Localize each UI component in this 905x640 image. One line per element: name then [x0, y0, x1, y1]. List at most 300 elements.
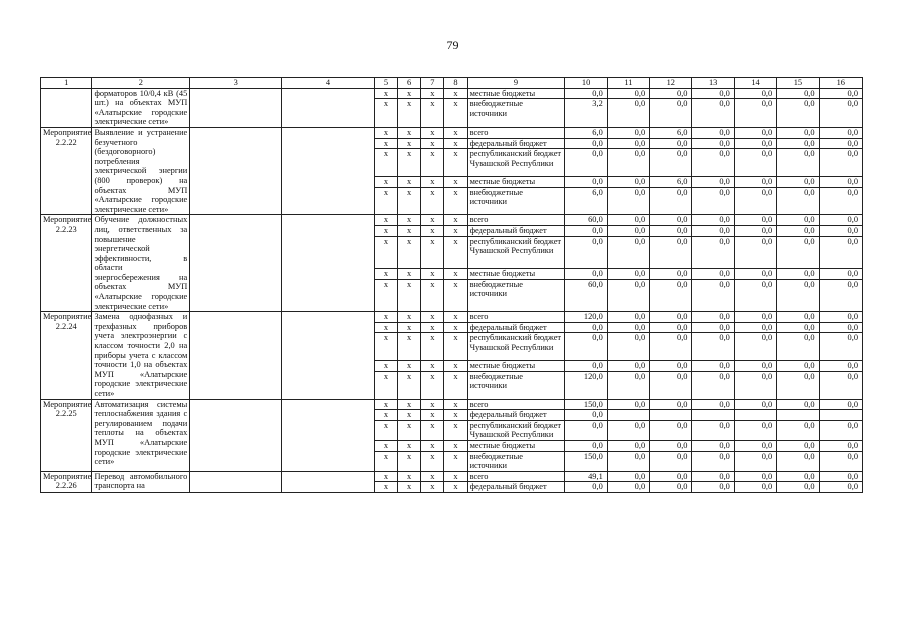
- amount-cell: 0,0: [650, 88, 692, 99]
- x-mark: x: [374, 333, 397, 361]
- funding-source: местные бюджеты: [467, 440, 565, 451]
- amount-cell: 0,0: [819, 269, 862, 280]
- amount-cell: 0,0: [777, 225, 819, 236]
- x-mark: x: [444, 279, 467, 312]
- header-cell: 9: [467, 78, 565, 89]
- amount-cell: 0,0: [607, 127, 649, 138]
- measure-code: Мероприятие 2.2.24: [41, 312, 92, 399]
- amount-cell: 0,0: [650, 399, 692, 410]
- x-mark: x: [398, 451, 421, 471]
- amount-cell: 0,0: [607, 451, 649, 471]
- header-cell: 8: [444, 78, 467, 89]
- x-mark: x: [374, 215, 397, 226]
- amount-cell: 0,0: [565, 236, 607, 269]
- x-mark: x: [374, 440, 397, 451]
- amount-cell: 120,0: [565, 371, 607, 399]
- x-mark: x: [421, 236, 444, 269]
- amount-cell: 0,0: [819, 482, 862, 493]
- x-mark: x: [398, 225, 421, 236]
- amount-cell: [819, 410, 862, 421]
- funding-source: федеральный бюджет: [467, 410, 565, 421]
- header-cell: 2: [92, 78, 190, 89]
- amount-cell: 0,0: [734, 88, 776, 99]
- table-row: [41, 399, 863, 410]
- funding-source: местные бюджеты: [467, 88, 565, 99]
- amount-cell: 0,0: [607, 361, 649, 372]
- amount-cell: 0,0: [734, 176, 776, 187]
- amount-cell: 0,0: [777, 236, 819, 269]
- amount-cell: 0,0: [734, 420, 776, 440]
- funding-source: всего: [467, 471, 565, 482]
- amount-cell: 0,0: [819, 371, 862, 399]
- funding-source: республиканский бюджет Чувашской Республики: [467, 236, 565, 269]
- x-mark: x: [421, 361, 444, 372]
- amount-cell: 0,0: [607, 225, 649, 236]
- amount-cell: 0,0: [692, 420, 734, 440]
- funding-source: внебюджетные источники: [467, 451, 565, 471]
- amount-cell: 0,0: [692, 333, 734, 361]
- empty-cell: [190, 215, 282, 312]
- header-cell: 12: [650, 78, 692, 89]
- x-mark: x: [421, 176, 444, 187]
- x-mark: x: [444, 149, 467, 177]
- x-mark: x: [444, 176, 467, 187]
- amount-cell: 0,0: [777, 333, 819, 361]
- funding-source: местные бюджеты: [467, 269, 565, 280]
- x-mark: x: [444, 440, 467, 451]
- amount-cell: 0,0: [607, 420, 649, 440]
- amount-cell: 0,0: [650, 236, 692, 269]
- amount-cell: 0,0: [650, 279, 692, 312]
- amount-cell: 0,0: [650, 149, 692, 177]
- amount-cell: 0,0: [777, 88, 819, 99]
- x-mark: x: [421, 471, 444, 482]
- amount-cell: 0,0: [819, 236, 862, 269]
- x-mark: x: [398, 99, 421, 128]
- amount-cell: 0,0: [607, 149, 649, 177]
- amount-cell: 0,0: [692, 236, 734, 269]
- x-mark: x: [421, 482, 444, 493]
- amount-cell: 0,0: [734, 361, 776, 372]
- amount-cell: 0,0: [565, 361, 607, 372]
- empty-cell: [282, 471, 375, 492]
- x-mark: x: [444, 138, 467, 149]
- amount-cell: 0,0: [692, 225, 734, 236]
- funding-source: всего: [467, 127, 565, 138]
- amount-cell: 0,0: [650, 440, 692, 451]
- amount-cell: 0,0: [734, 333, 776, 361]
- empty-cell: [190, 471, 282, 492]
- funding-source: внебюджетные источники: [467, 371, 565, 399]
- header-row: [41, 78, 863, 89]
- x-mark: x: [398, 333, 421, 361]
- amount-cell: 60,0: [565, 279, 607, 312]
- amount-cell: 0,0: [650, 482, 692, 493]
- x-mark: x: [398, 236, 421, 269]
- x-mark: x: [374, 410, 397, 421]
- amount-cell: 0,0: [819, 451, 862, 471]
- x-mark: x: [444, 88, 467, 99]
- empty-cell: [282, 127, 375, 214]
- amount-cell: 0,0: [692, 322, 734, 333]
- amount-cell: 0,0: [565, 138, 607, 149]
- amount-cell: 0,0: [607, 399, 649, 410]
- amount-cell: 0,0: [819, 88, 862, 99]
- amount-cell: 0,0: [650, 99, 692, 128]
- amount-cell: 0,0: [565, 420, 607, 440]
- header-cell: 13: [692, 78, 734, 89]
- x-mark: x: [444, 410, 467, 421]
- x-mark: x: [374, 482, 397, 493]
- amount-cell: 0,0: [819, 215, 862, 226]
- amount-cell: 0,0: [607, 269, 649, 280]
- x-mark: x: [398, 471, 421, 482]
- amount-cell: 0,0: [734, 138, 776, 149]
- amount-cell: [607, 410, 649, 421]
- amount-cell: 0,0: [777, 322, 819, 333]
- x-mark: x: [421, 149, 444, 177]
- x-mark: x: [421, 279, 444, 312]
- amount-cell: 0,0: [692, 279, 734, 312]
- x-mark: x: [374, 88, 397, 99]
- header-cell: 1: [41, 78, 92, 89]
- funding-source: федеральный бюджет: [467, 322, 565, 333]
- amount-cell: 0,0: [734, 187, 776, 215]
- amount-cell: 49,1: [565, 471, 607, 482]
- amount-cell: 0,0: [607, 176, 649, 187]
- x-mark: x: [444, 399, 467, 410]
- amount-cell: 0,0: [734, 312, 776, 323]
- header-cell: 7: [421, 78, 444, 89]
- amount-cell: 0,0: [734, 371, 776, 399]
- amount-cell: 0,0: [565, 176, 607, 187]
- amount-cell: 0,0: [734, 451, 776, 471]
- amount-cell: 0,0: [819, 127, 862, 138]
- amount-cell: 0,0: [692, 399, 734, 410]
- amount-cell: 0,0: [734, 236, 776, 269]
- amount-cell: 0,0: [692, 176, 734, 187]
- amount-cell: 0,0: [565, 482, 607, 493]
- x-mark: x: [374, 371, 397, 399]
- funding-source: внебюджетные источники: [467, 187, 565, 215]
- amount-cell: 0,0: [607, 440, 649, 451]
- amount-cell: 0,0: [650, 215, 692, 226]
- amount-cell: 0,0: [777, 269, 819, 280]
- measure-code: Мероприятие 2.2.23: [41, 215, 92, 312]
- amount-cell: 0,0: [565, 440, 607, 451]
- x-mark: x: [444, 215, 467, 226]
- amount-cell: 0,0: [734, 269, 776, 280]
- amount-cell: 0,0: [819, 138, 862, 149]
- x-mark: x: [398, 482, 421, 493]
- x-mark: x: [374, 187, 397, 215]
- header-cell: 14: [734, 78, 776, 89]
- x-mark: x: [374, 138, 397, 149]
- amount-cell: 0,0: [777, 482, 819, 493]
- x-mark: x: [374, 279, 397, 312]
- table-row: [41, 215, 863, 226]
- funding-source: федеральный бюджет: [467, 138, 565, 149]
- amount-cell: 0,0: [692, 361, 734, 372]
- amount-cell: 6,0: [565, 127, 607, 138]
- header-cell: 11: [607, 78, 649, 89]
- amount-cell: 0,0: [734, 482, 776, 493]
- measure-code: [41, 88, 92, 127]
- amount-cell: 0,0: [692, 269, 734, 280]
- x-mark: x: [421, 215, 444, 226]
- funding-source: республиканский бюджет Чувашской Республики: [467, 420, 565, 440]
- amount-cell: 0,0: [650, 225, 692, 236]
- x-mark: x: [444, 451, 467, 471]
- amount-cell: 0,0: [819, 471, 862, 482]
- x-mark: x: [421, 269, 444, 280]
- empty-cell: [190, 127, 282, 214]
- amount-cell: 0,0: [607, 88, 649, 99]
- amount-cell: 0,0: [734, 225, 776, 236]
- amount-cell: 0,0: [607, 312, 649, 323]
- x-mark: x: [398, 279, 421, 312]
- x-mark: x: [444, 482, 467, 493]
- amount-cell: 0,0: [650, 361, 692, 372]
- amount-cell: 0,0: [565, 322, 607, 333]
- amount-cell: 0,0: [777, 420, 819, 440]
- header-cell: 5: [374, 78, 397, 89]
- program-table: [40, 77, 863, 493]
- header-cell: 15: [777, 78, 819, 89]
- amount-cell: 0,0: [692, 451, 734, 471]
- table-row: [41, 312, 863, 323]
- measure-name: Замена однофазных и трехфазных приборов учета электроэнергии с классом точности 2,0 на приборы учета с классом точности 1,0 на объектах МУП «Алатырские городские электрические сети»: [92, 312, 190, 399]
- x-mark: x: [398, 138, 421, 149]
- x-mark: x: [444, 269, 467, 280]
- funding-source: всего: [467, 215, 565, 226]
- amount-cell: 0,0: [777, 440, 819, 451]
- measure-code: Мероприятие 2.2.22: [41, 127, 92, 214]
- x-mark: x: [398, 399, 421, 410]
- amount-cell: [650, 410, 692, 421]
- measure-code: Мероприятие 2.2.25: [41, 399, 92, 471]
- x-mark: x: [444, 236, 467, 269]
- amount-cell: 0,0: [777, 471, 819, 482]
- x-mark: x: [398, 410, 421, 421]
- x-mark: x: [398, 440, 421, 451]
- x-mark: x: [374, 312, 397, 323]
- amount-cell: 6,0: [565, 187, 607, 215]
- x-mark: x: [398, 127, 421, 138]
- x-mark: x: [444, 99, 467, 128]
- amount-cell: [777, 410, 819, 421]
- x-mark: x: [374, 420, 397, 440]
- table-row: [41, 127, 863, 138]
- x-mark: x: [444, 471, 467, 482]
- x-mark: x: [398, 88, 421, 99]
- amount-cell: 0,0: [692, 440, 734, 451]
- x-mark: x: [374, 225, 397, 236]
- x-mark: x: [374, 149, 397, 177]
- amount-cell: 0,0: [692, 138, 734, 149]
- x-mark: x: [444, 361, 467, 372]
- x-mark: x: [374, 99, 397, 128]
- funding-source: внебюджетные источники: [467, 279, 565, 312]
- x-mark: x: [374, 236, 397, 269]
- amount-cell: 0,0: [777, 176, 819, 187]
- amount-cell: 120,0: [565, 312, 607, 323]
- x-mark: x: [444, 333, 467, 361]
- header-cell: 10: [565, 78, 607, 89]
- amount-cell: 0,0: [607, 322, 649, 333]
- amount-cell: 0,0: [650, 333, 692, 361]
- x-mark: x: [421, 440, 444, 451]
- x-mark: x: [374, 451, 397, 471]
- empty-cell: [282, 215, 375, 312]
- x-mark: x: [421, 451, 444, 471]
- amount-cell: 0,0: [777, 399, 819, 410]
- amount-cell: 0,0: [819, 399, 862, 410]
- x-mark: x: [398, 322, 421, 333]
- table-row: [41, 88, 863, 99]
- x-mark: x: [444, 322, 467, 333]
- x-mark: x: [398, 312, 421, 323]
- funding-source: федеральный бюджет: [467, 482, 565, 493]
- measure-name: Обучение должностных лиц, ответственных за повышение энергетической эффективности, в области энергосбережения на объектах МУП «Алатырские городские электрические сети»: [92, 215, 190, 312]
- x-mark: x: [421, 127, 444, 138]
- amount-cell: 0,0: [819, 187, 862, 215]
- amount-cell: 0,0: [692, 187, 734, 215]
- amount-cell: 0,0: [607, 138, 649, 149]
- amount-cell: 0,0: [734, 149, 776, 177]
- amount-cell: 0,0: [734, 322, 776, 333]
- funding-source: местные бюджеты: [467, 361, 565, 372]
- amount-cell: 0,0: [777, 451, 819, 471]
- x-mark: x: [421, 99, 444, 128]
- amount-cell: 0,0: [734, 279, 776, 312]
- empty-cell: [190, 88, 282, 127]
- amount-cell: 0,0: [650, 420, 692, 440]
- amount-cell: 0,0: [819, 420, 862, 440]
- header-cell: 16: [819, 78, 862, 89]
- funding-source: местные бюджеты: [467, 176, 565, 187]
- header-cell: 3: [190, 78, 282, 89]
- amount-cell: 0,0: [819, 176, 862, 187]
- x-mark: x: [444, 127, 467, 138]
- funding-source: внебюджетные источники: [467, 99, 565, 128]
- x-mark: x: [421, 322, 444, 333]
- funding-source: республиканский бюджет Чувашской Республики: [467, 333, 565, 361]
- amount-cell: 0,0: [692, 471, 734, 482]
- amount-cell: 0,0: [819, 440, 862, 451]
- empty-cell: [282, 312, 375, 399]
- measure-code: Мероприятие 2.2.26: [41, 471, 92, 492]
- amount-cell: 0,0: [777, 187, 819, 215]
- amount-cell: 0,0: [734, 127, 776, 138]
- amount-cell: 0,0: [650, 312, 692, 323]
- amount-cell: 0,0: [607, 215, 649, 226]
- amount-cell: 0,0: [607, 279, 649, 312]
- amount-cell: 0,0: [607, 371, 649, 399]
- measure-name: Выявление и устранение безучетного (бездоговорного) потребления электрической энергии (800 проверок) на объектах МУП «Алатырские городские электрические сети»: [92, 127, 190, 214]
- amount-cell: 0,0: [607, 99, 649, 128]
- x-mark: x: [374, 176, 397, 187]
- measure-name: Перевод автомобильного транспорта на: [92, 471, 190, 492]
- amount-cell: 0,0: [692, 149, 734, 177]
- amount-cell: 0,0: [777, 371, 819, 399]
- x-mark: x: [444, 187, 467, 215]
- amount-cell: 3,2: [565, 99, 607, 128]
- amount-cell: 0,0: [650, 371, 692, 399]
- amount-cell: 0,0: [692, 127, 734, 138]
- amount-cell: 0,0: [692, 312, 734, 323]
- x-mark: x: [421, 410, 444, 421]
- x-mark: x: [421, 88, 444, 99]
- amount-cell: 0,0: [565, 333, 607, 361]
- amount-cell: 0,0: [777, 279, 819, 312]
- amount-cell: 0,0: [777, 149, 819, 177]
- empty-cell: [190, 312, 282, 399]
- amount-cell: 150,0: [565, 399, 607, 410]
- amount-cell: 0,0: [819, 149, 862, 177]
- table-row: [41, 471, 863, 482]
- x-mark: x: [374, 322, 397, 333]
- amount-cell: 0,0: [734, 99, 776, 128]
- x-mark: x: [398, 361, 421, 372]
- funding-source: всего: [467, 399, 565, 410]
- amount-cell: 0,0: [692, 88, 734, 99]
- x-mark: x: [421, 399, 444, 410]
- amount-cell: 0,0: [565, 149, 607, 177]
- x-mark: x: [374, 127, 397, 138]
- amount-cell: 0,0: [819, 322, 862, 333]
- amount-cell: 6,0: [650, 176, 692, 187]
- x-mark: x: [421, 312, 444, 323]
- amount-cell: 0,0: [650, 187, 692, 215]
- x-mark: x: [398, 187, 421, 215]
- amount-cell: 0,0: [692, 215, 734, 226]
- amount-cell: 6,0: [650, 127, 692, 138]
- x-mark: x: [374, 471, 397, 482]
- x-mark: x: [374, 361, 397, 372]
- amount-cell: 0,0: [777, 99, 819, 128]
- amount-cell: 0,0: [777, 361, 819, 372]
- amount-cell: 0,0: [777, 215, 819, 226]
- header-cell: 6: [398, 78, 421, 89]
- amount-cell: 0,0: [734, 440, 776, 451]
- x-mark: x: [398, 215, 421, 226]
- x-mark: x: [444, 312, 467, 323]
- amount-cell: 0,0: [819, 99, 862, 128]
- amount-cell: 0,0: [607, 333, 649, 361]
- amount-cell: 0,0: [565, 410, 607, 421]
- amount-cell: 0,0: [734, 215, 776, 226]
- amount-cell: [692, 410, 734, 421]
- x-mark: x: [421, 333, 444, 361]
- x-mark: x: [421, 420, 444, 440]
- x-mark: x: [398, 269, 421, 280]
- amount-cell: [734, 410, 776, 421]
- x-mark: x: [398, 371, 421, 399]
- page-number: 79: [446, 38, 459, 52]
- x-mark: x: [444, 371, 467, 399]
- amount-cell: 0,0: [650, 269, 692, 280]
- amount-cell: 0,0: [650, 451, 692, 471]
- amount-cell: 0,0: [819, 312, 862, 323]
- x-mark: x: [444, 420, 467, 440]
- measure-name: форматоров 10/0,4 кВ (45 шт.) на объектах МУП «Алатырские городские электрические сети»: [92, 88, 190, 127]
- empty-cell: [282, 399, 375, 471]
- amount-cell: 60,0: [565, 215, 607, 226]
- amount-cell: 0,0: [607, 482, 649, 493]
- amount-cell: 0,0: [692, 371, 734, 399]
- funding-source: федеральный бюджет: [467, 225, 565, 236]
